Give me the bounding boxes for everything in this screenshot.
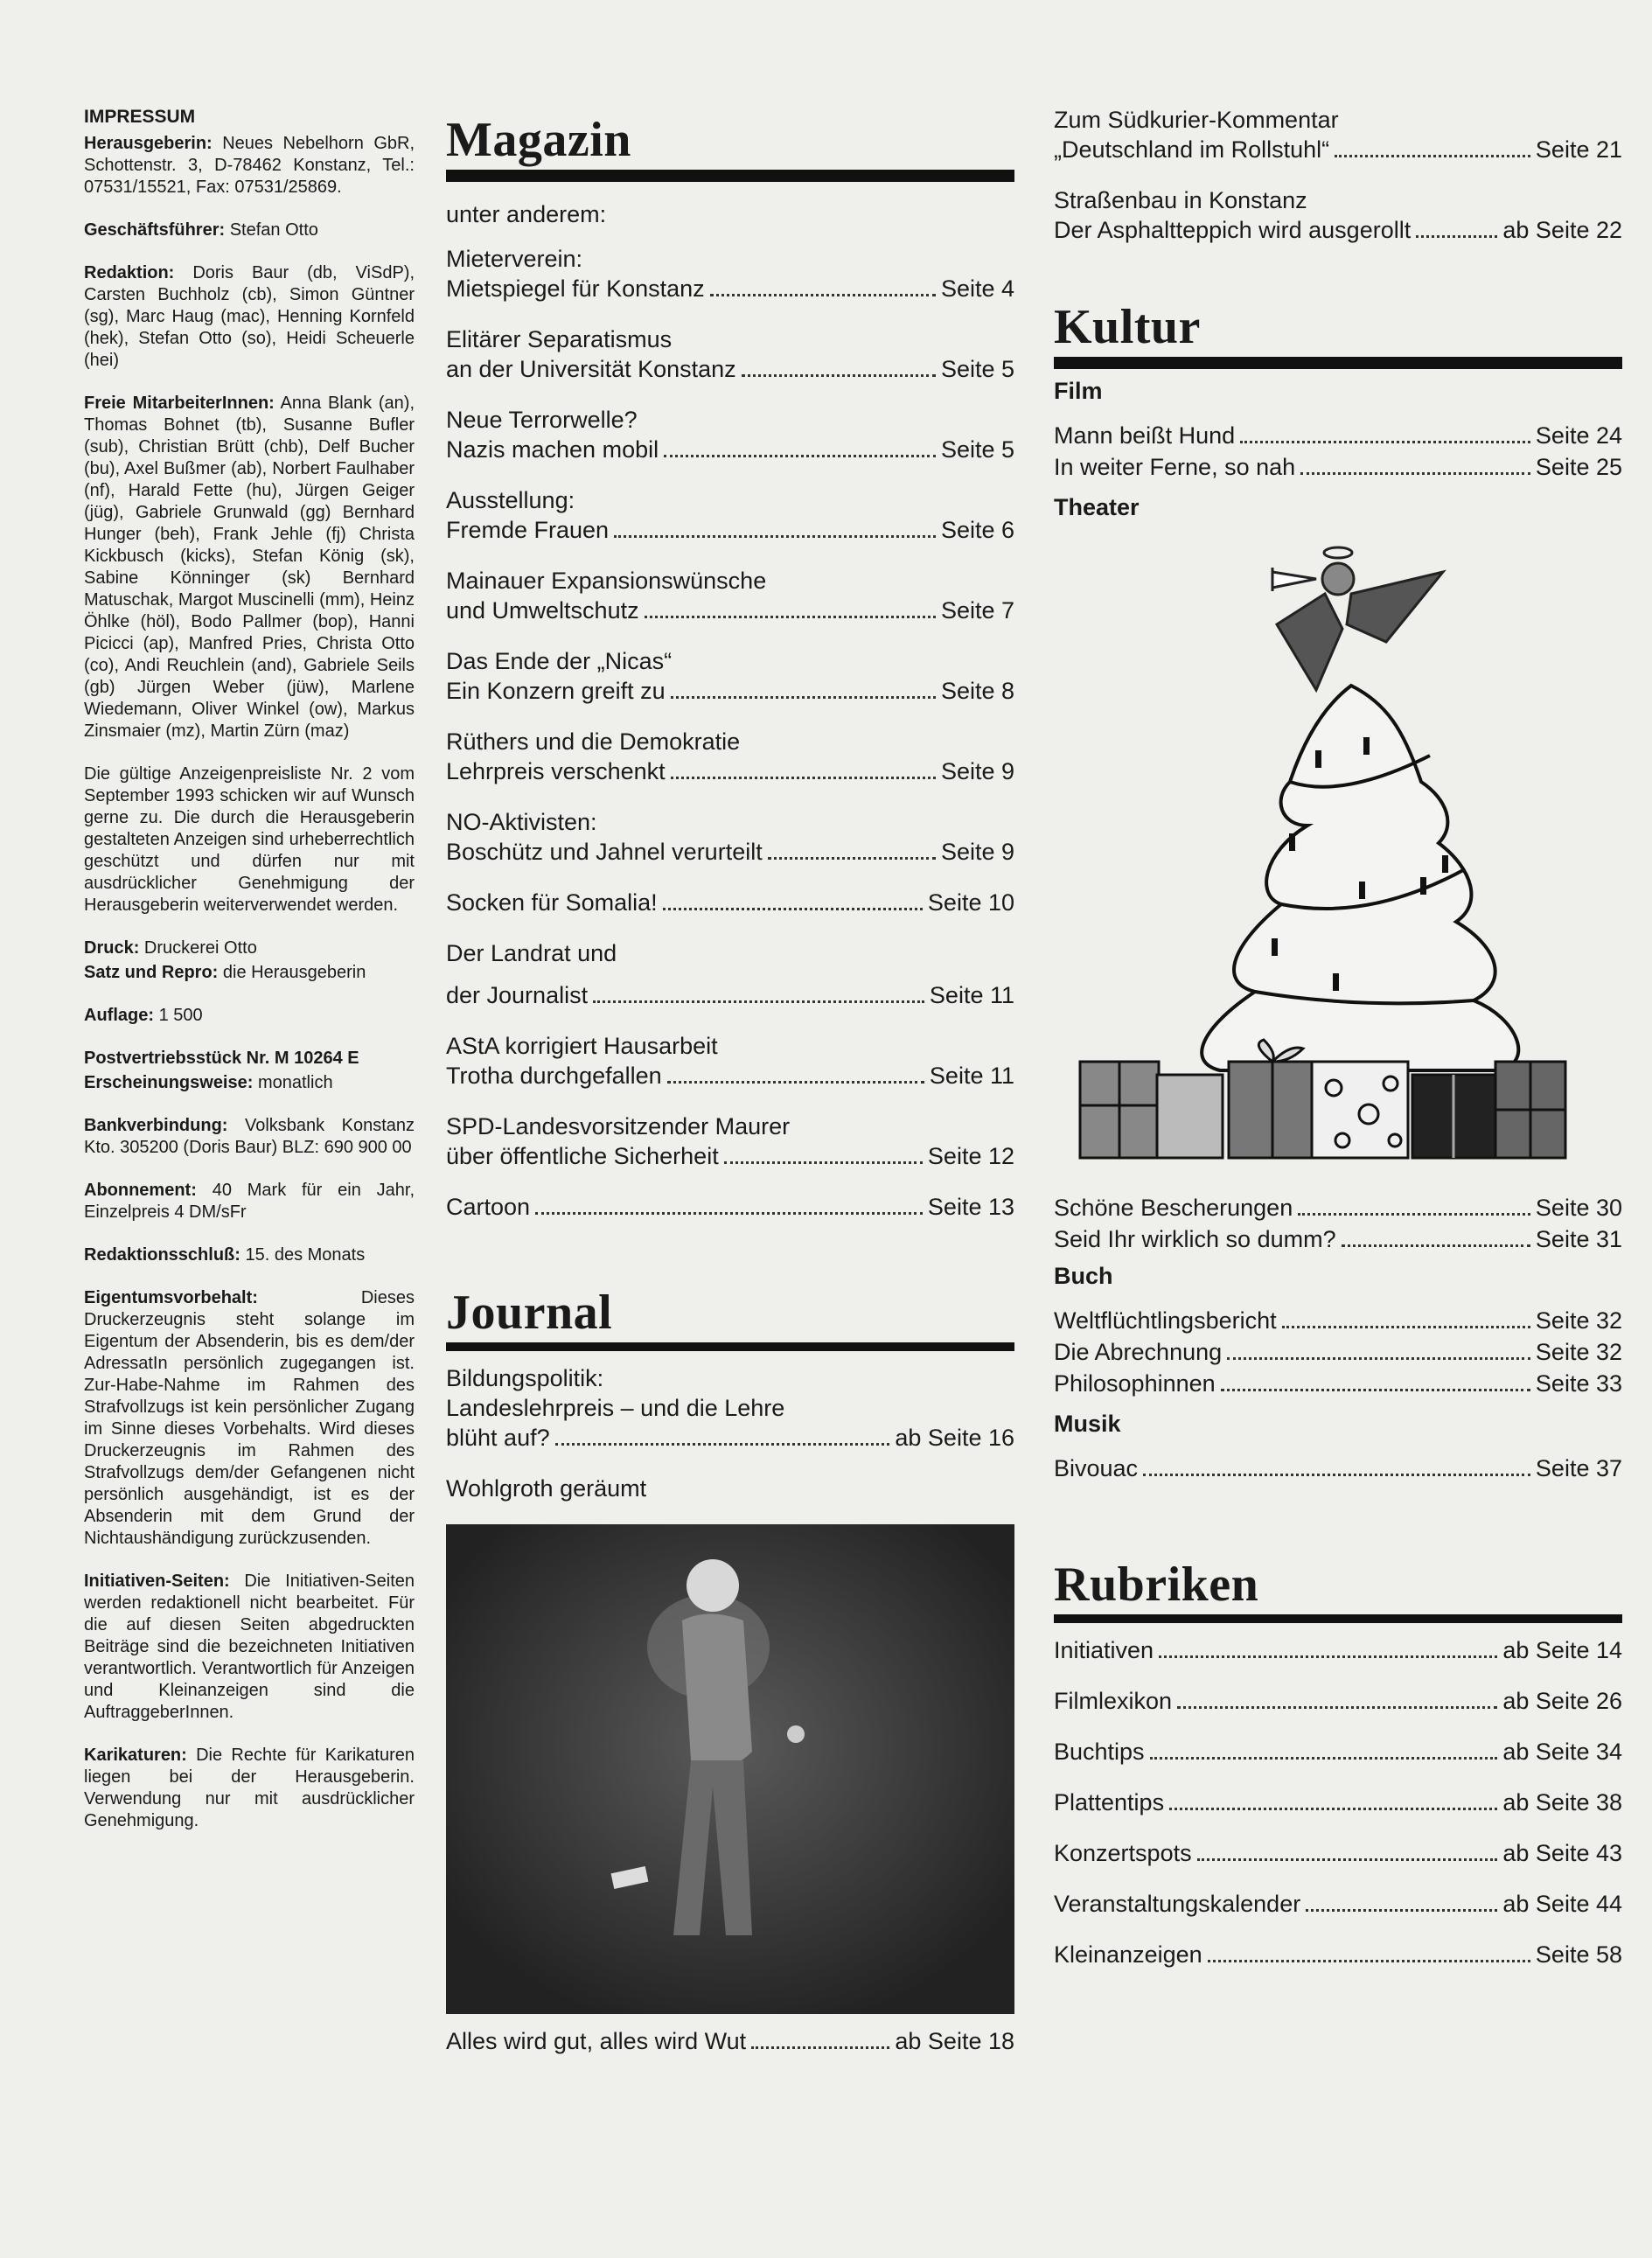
entry-page: ab Seite 26 (1502, 1688, 1622, 1714)
film-list (1054, 421, 1622, 482)
toc-right (1054, 105, 1622, 1990)
imp-schluss: Redaktionsschluß: 15. des Monats (84, 1245, 366, 1265)
entry-page: Seite 7 (940, 597, 1014, 624)
magazin-rule (446, 170, 1014, 182)
right-top-list (1054, 105, 1622, 245)
entry-page: Seite 10 (927, 889, 1014, 916)
entry-page: Seite 9 (940, 758, 1014, 784)
film-label: Film (1054, 378, 1103, 404)
leader-dots (1143, 1474, 1530, 1476)
entry-page: ab Seite 34 (1502, 1739, 1622, 1765)
leader-dots (614, 535, 936, 538)
entry-title: Nazis machen mobil (446, 436, 659, 463)
entry-title: Philosophinnen (1054, 1370, 1216, 1397)
entry-page: Seite 12 (927, 1143, 1014, 1169)
imp-geschaeftsfuehrer: Geschäftsführer: Stefan Otto (84, 220, 318, 240)
rubriken-heading: Rubriken (1054, 1558, 1259, 1612)
impressum (84, 107, 415, 1853)
leader-dots (1416, 235, 1497, 238)
imp-redaktion: Redaktion: Doris Baur (db, ViSdP), Carsten Buchholz (cb), Simon Güntner (sg), Marc Haug (mac), Henning Kornfeld (hek), Stefan Otto (so), Heidi Scheuerle (hei) (84, 263, 415, 370)
leader-dots (724, 1161, 923, 1164)
entry-title: Mann beißt Hund (1054, 422, 1236, 449)
christmas-tree-illustration (1054, 537, 1622, 1184)
magazin-entry[interactable]: Mieterverein: Mietspiegel für Konstanz Seite 4 (446, 246, 1014, 302)
imp-initiativen: Initiativen-Seiten: Die Initiativen-Seiten werden redaktionell nicht bearbeitet. Für die auf diesen Seiten abgedruckten Beiträge sind die bezeichneten Initiativen verantwortlich. Verantwortlich für Anzeigen und Kleinanzeigen sind die AuftraggeberInnen. (84, 1572, 415, 1722)
leader-dots (1150, 1757, 1498, 1760)
leader-dots (1298, 1213, 1530, 1216)
leader-dots (1240, 441, 1530, 443)
imp-erscheinung: Erscheinungsweise: monatlich (84, 1073, 333, 1092)
entry-title: Weltflüchtlingsbericht (1054, 1307, 1277, 1334)
rubriken-entry[interactable] (1054, 1737, 1622, 1767)
entry-title: Schöne Bescherungen (1054, 1195, 1293, 1221)
leader-dots (742, 374, 936, 377)
film-entry[interactable] (1054, 421, 1622, 450)
entry-title: Buchtips (1054, 1739, 1145, 1765)
entry-title: Socken für Somalia! (446, 889, 658, 916)
entry-title: Initiativen (1054, 1637, 1154, 1663)
magazin-list (446, 244, 1014, 1222)
leader-dots (1177, 1706, 1497, 1709)
leader-dots (671, 777, 936, 779)
magazin-entry[interactable] (446, 980, 1014, 1010)
imp-postvertrieb: Postvertriebsstück Nr. M 10264 E (84, 1049, 359, 1068)
entry-page: Seite 5 (940, 436, 1014, 463)
musik-entry[interactable] (1054, 1453, 1622, 1483)
entry-page: Seite 25 (1535, 454, 1622, 480)
leader-dots (1342, 1244, 1530, 1247)
leader-dots (667, 1081, 924, 1084)
journal-entry-wohlgroth[interactable]: Wohlgroth geräumt (446, 1475, 647, 1502)
entry-page: Seite 11 (929, 1063, 1014, 1089)
photo-svg (446, 1524, 1014, 2014)
leader-dots (1306, 1909, 1497, 1912)
entry-title: über öffentliche Sicherheit (446, 1143, 719, 1169)
leader-dots (1197, 1858, 1498, 1861)
entry-page: Seite 13 (927, 1194, 1014, 1220)
impressum-title: IMPRESSUM (84, 107, 196, 127)
magazin-entry[interactable]: Neue Terrorwelle? Nazis machen mobil Seite 5 (446, 407, 1014, 463)
rubriken-entry[interactable] (1054, 1788, 1622, 1817)
musik-label: Musik (1054, 1411, 1121, 1437)
leader-dots (1227, 1357, 1530, 1360)
entry-title: Kleinanzeigen (1054, 1941, 1202, 1968)
entry-page: Seite 37 (1535, 1455, 1622, 1481)
imp-abo: Abonnement: 40 Mark für ein Jahr, Einzelpreis 4 DM/sFr (84, 1181, 415, 1222)
entry-title: Filmlexikon (1054, 1688, 1173, 1714)
musik-list (1054, 1453, 1622, 1483)
rubriken-entry[interactable] (1054, 1940, 1622, 1969)
magazin-entry[interactable] (446, 1192, 1014, 1222)
leader-dots (710, 294, 936, 296)
imp-karikaturen: Karikaturen: Die Rechte für Karikaturen liegen bei der Herausgeberin. Verwendung nur mit ausdrücklicher Genehmigung. (84, 1746, 415, 1830)
entry-title: Die Abrechnung (1054, 1339, 1223, 1365)
entry-title: Cartoon (446, 1194, 531, 1220)
magazin-entry[interactable]: NO-Aktivisten: Boschütz und Jahnel verurteilt Seite 9 (446, 809, 1014, 865)
magazin-entry[interactable]: Elitärer Separatismus an der Universität Konstanz Seite 5 (446, 326, 1014, 382)
journal-heading: Journal (446, 1286, 613, 1340)
magazin-entry[interactable] (446, 888, 1014, 917)
entry-page: Seite 31 (1535, 1226, 1622, 1252)
entry-title: Mietspiegel für Konstanz (446, 275, 705, 302)
entry-page: ab Seite 44 (1502, 1891, 1622, 1917)
rubriken-list (1054, 1635, 1622, 1969)
leader-dots (593, 1000, 924, 1003)
christmas-illustration (1054, 537, 1622, 1184)
imp-anzeigen: Die gültige Anzeigenpreisliste Nr. 2 vom September 1993 schicken wir auf Wunsch gerne zu. Die durch die Herausgeberin gestalteten Anzeigen sind urheberrechtlich geschützt und dürfen nur mit ausdrücklicher Genehmigung der Herausgeberin weiterverwendet werden. (84, 764, 415, 915)
magazin-entry[interactable]: Ausstellung: Fremde Frauen Seite 6 (446, 487, 1014, 543)
entry-title: Trotha durchgefallen (446, 1063, 662, 1089)
magazin-entry[interactable]: SPD-Landesvorsitzender Maurer über öffentliche Sicherheit Seite 12 (446, 1113, 1014, 1169)
imp-herausgeberin: Herausgeberin: Neues Nebelhorn GbR, Schottenstr. 3, D-78462 Konstanz, Tel.: 07531/15521, Fax: 07531/25869. (84, 134, 415, 197)
magazin-entry[interactable]: Mainauer Expansionswünsche und Umweltschutz Seite 7 (446, 568, 1014, 624)
entry-title: Plattentips (1054, 1789, 1165, 1815)
leader-dots (671, 696, 936, 699)
journal-caption[interactable]: Alles wird gut, alles wird Wut ab Seite 18 (446, 2028, 1014, 2054)
magazin-heading: Magazin (446, 113, 631, 167)
imp-druck: Druck: Druckerei Otto (84, 938, 257, 958)
entry-title: Ein Konzern greift zu (446, 678, 666, 704)
entry-title: Veranstaltungskalender (1054, 1891, 1301, 1917)
film-entry[interactable] (1054, 452, 1622, 482)
entry-title: Lehrpreis verschenkt (446, 758, 666, 784)
journal-entry[interactable]: Bildungspolitik: Landeslehrpreis – und die Lehre blüht auf? ab Seite 16 (446, 1365, 1014, 1451)
leader-dots (1169, 1808, 1497, 1810)
leader-dots (1208, 1960, 1530, 1962)
theater-entry[interactable] (1054, 1193, 1622, 1223)
toc-middle (446, 114, 1014, 2077)
magazin-entry[interactable]: AStA korrigiert Hausarbeit Trotha durchgefallen Seite 11 (446, 1033, 1014, 1089)
entry-page: Seite 4 (940, 275, 1014, 302)
leader-dots (1300, 472, 1530, 475)
entry-page: Seite 33 (1535, 1370, 1622, 1397)
entry-title: Konzertspots (1054, 1840, 1192, 1866)
entry-page: Seite 32 (1535, 1307, 1622, 1334)
imp-satz: Satz und Repro: die Herausgeberin (84, 963, 366, 982)
imp-bank: Bankverbindung: Volksbank Konstanz Kto. 305200 (Doris Baur) BLZ: 690 900 00 (84, 1116, 415, 1157)
leader-dots (645, 616, 936, 618)
rubriken-entry[interactable] (1054, 1838, 1622, 1868)
buch-entry[interactable] (1054, 1306, 1622, 1335)
buch-entry[interactable] (1054, 1337, 1622, 1367)
kultur-rule (1054, 357, 1622, 369)
magazin-intro: unter anderem: (446, 201, 607, 227)
entry-page: ab Seite 38 (1502, 1789, 1622, 1815)
entry-page: Seite 9 (940, 839, 1014, 865)
imp-auflage: Auflage: 1 500 (84, 1006, 203, 1025)
entry-page: Seite 24 (1535, 422, 1622, 449)
entry-title: an der Universität Konstanz (446, 356, 736, 382)
entry-page: Seite 32 (1535, 1339, 1622, 1365)
right-top-entry[interactable]: Straßenbau in Konstanz Der Asphaltteppich wird ausgerollt ab Seite 22 (1054, 187, 1622, 243)
climber-photo (446, 1524, 1014, 2014)
right-top-entry[interactable]: Zum Südkurier-Kommentar „Deutschland im Rollstuhl“ Seite 21 (1054, 107, 1622, 163)
entry-title: In weiter Ferne, so nah (1054, 454, 1296, 480)
leader-dots (1335, 155, 1530, 157)
kultur-heading: Kultur (1054, 300, 1201, 354)
imp-mitarbeiter: Freie MitarbeiterInnen: Anna Blank (an), Thomas Bohnet (tb), Susanne Bufler (sub), Christian Brütt (chb), Delf Bucher (bu), Axel Bußmer (ab), Norbert Faulhaber (nf), Harald Fette (hu), Jürgen Geiger (jüg), Gabriele Grunwald (gg) Bernhard Hunger (beh), Frank Jehle (fj) Christa Kickbusch (kicks), Stefan König (sk), Sabine Könninger (sk) Bernhard Matuschak, Margot Muscinelli (mm), Heinz Öhlke (höl), Bodo Pallmer (bop), Hanni Picicci (ap), Manfred Pries, Christa Otto (co), Andi Reuchlein (and), Gabriele Seils (gb) Jürgen Weber (jüw), Marlene Wiedemann, Oliver Winkel (ow), Markus Zinsmaier (mz), Martin Zürn (maz) (84, 394, 415, 741)
entry-page: Seite 8 (940, 678, 1014, 704)
leader-dots (664, 455, 936, 457)
entry-title: und Umweltschutz (446, 597, 639, 624)
rubriken-entry[interactable] (1054, 1635, 1622, 1665)
rubriken-entry[interactable] (1054, 1889, 1622, 1919)
rubriken-entry[interactable] (1054, 1686, 1622, 1716)
journal-rule (446, 1342, 1014, 1351)
leader-dots (1282, 1326, 1530, 1328)
entry-page: Seite 5 (940, 356, 1014, 382)
entry-title: Seid Ihr wirklich so dumm? (1054, 1226, 1336, 1252)
entry-title: „Deutschland im Rollstuhl“ (1054, 136, 1330, 163)
entry-title: Bivouac (1054, 1455, 1139, 1481)
entry-title: der Journalist (446, 982, 589, 1008)
entry-page: ab Seite 22 (1502, 217, 1622, 243)
magazin-entry[interactable]: Der Landrat und (446, 940, 617, 966)
entry-page: Seite 21 (1535, 136, 1622, 163)
rubriken-rule (1054, 1614, 1622, 1623)
entry-page: ab Seite 43 (1502, 1840, 1622, 1866)
entry-page: Seite 30 (1535, 1195, 1622, 1221)
entry-title: Boschütz und Jahnel verurteilt (446, 839, 763, 865)
leader-dots (535, 1212, 923, 1215)
entry-page: Seite 58 (1535, 1941, 1622, 1968)
leader-dots (1221, 1389, 1530, 1391)
angel-icon (1272, 547, 1443, 690)
magazin-entry[interactable]: Rüthers und die Demokratie Lehrpreis verschenkt Seite 9 (446, 728, 1014, 784)
entry-page: Seite 11 (929, 982, 1014, 1008)
entry-title: Der Asphaltteppich wird ausgerollt (1054, 217, 1412, 243)
buch-label: Buch (1054, 1263, 1113, 1289)
leader-dots (1159, 1655, 1497, 1658)
theater-entry[interactable] (1054, 1224, 1622, 1254)
tree-icon (1202, 686, 1518, 1070)
entry-page: Seite 6 (940, 517, 1014, 543)
entry-title: Fremde Frauen (446, 517, 610, 543)
entry-page: ab Seite 14 (1502, 1637, 1622, 1663)
theater-label: Theater (1054, 494, 1140, 520)
buch-entry[interactable] (1054, 1369, 1622, 1398)
magazin-entry[interactable]: Das Ende der „Nicas“ Ein Konzern greift zu Seite 8 (446, 648, 1014, 704)
buch-list (1054, 1306, 1622, 1398)
leader-dots (663, 908, 923, 910)
imp-eigentum: Eigentumsvorbehalt: Dieses Druckerzeugnis steht solange im Eigentum der Absenderin, bis es dem/der AdressatIn persönlich zugegangen ist. Zur-Habe-Nahme im Rahmen des Strafvollzugs ist kein persönlicher Zugang im Sinne dieses Vorbehalts. Wird dieses Druckerzeugnis im Rahmen des Strafvollzugs dem/der Gefangenen nicht persönlich ausgehändigt, ist es der Absenderin mit dem Grund der Nichtaushändigung zurückzusenden. (84, 1288, 415, 1548)
leader-dots (768, 857, 936, 860)
theater-list (1054, 1193, 1622, 1254)
